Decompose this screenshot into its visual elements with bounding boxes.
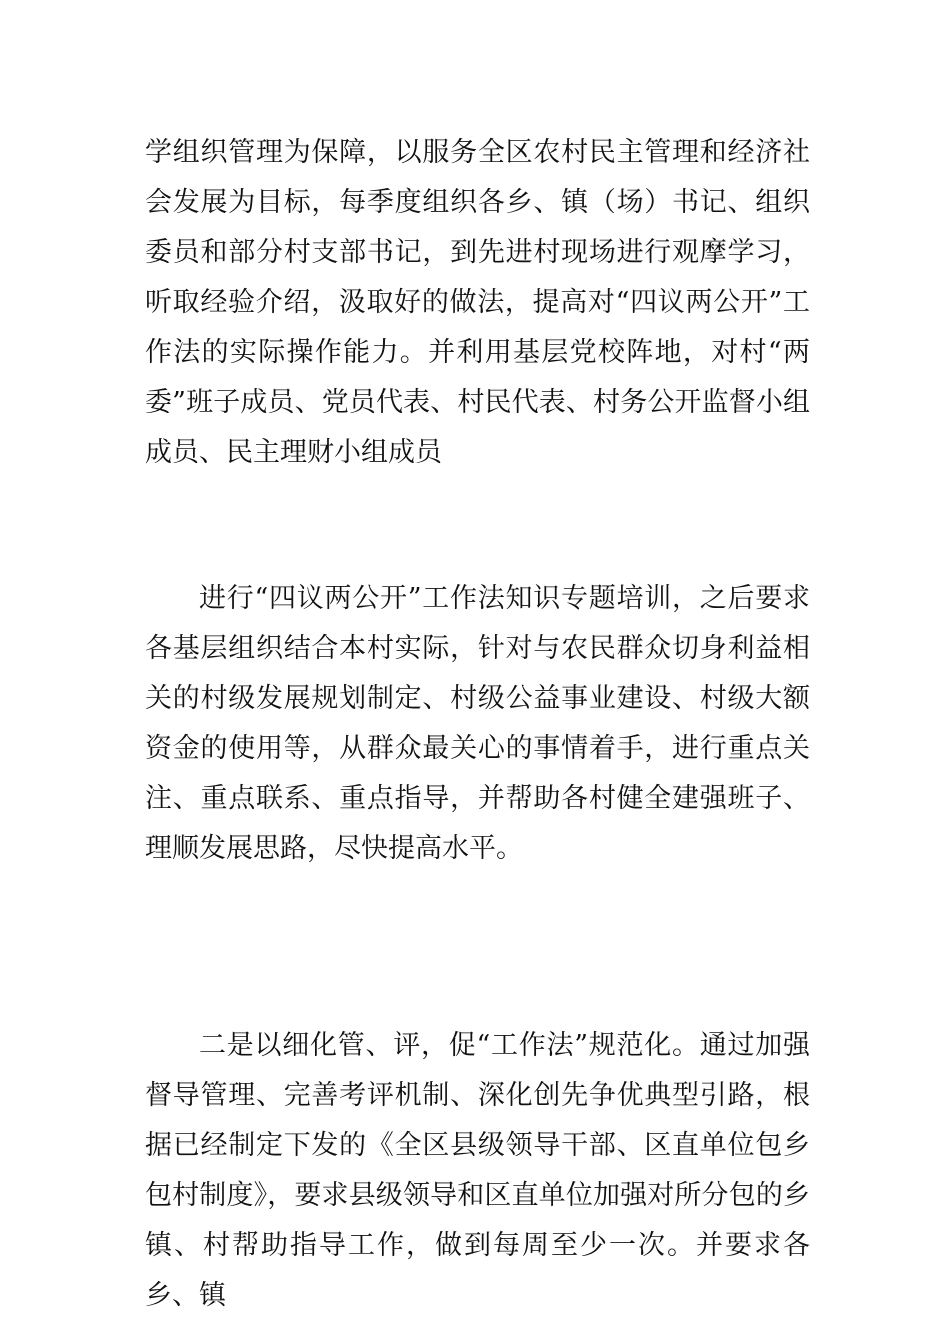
paragraph-continuation: 学组织管理为保障，以服务全区农村民主管理和经济社会发展为目标，每季度组织各乡、镇（场）书记、组织委员和部分村支部书记，到先进村现场进行观摩学习，听取经验介绍，汲取好的做法，提高对“四议两公开”工作法的实际操作能力。并利用基层党校阵地，对村“两委”班子成员、党员代表、村民代表、村务公开监督小组成员、民主理财小组成员 (145, 137, 810, 468)
paragraph-training: 进行“四议两公开”工作法知识专题培训，之后要求各基层组织结合本村实际，针对与农民群众切身利益相关的村级发展规划制定、村级公益事业建设、村级大额资金的使用等，从群众最关心的事情着手，进行重点关注、重点联系、重点指导，并帮助各村健全建强班子、理顺发展思路，尽快提高水平。 (145, 583, 810, 864)
paragraph-supervision: 二是以细化管、评，促“工作法”规范化。通过加强督导管理、完善考评机制、深化创先争优典型引路，根据已经制定下发的《全区县级领导干部、区直单位包乡包村制度》，要求县级领导和区直单位加强对所分包的乡镇、村帮助指导工作，做到每周至少一次。并要求各乡、镇 (145, 1030, 810, 1311)
